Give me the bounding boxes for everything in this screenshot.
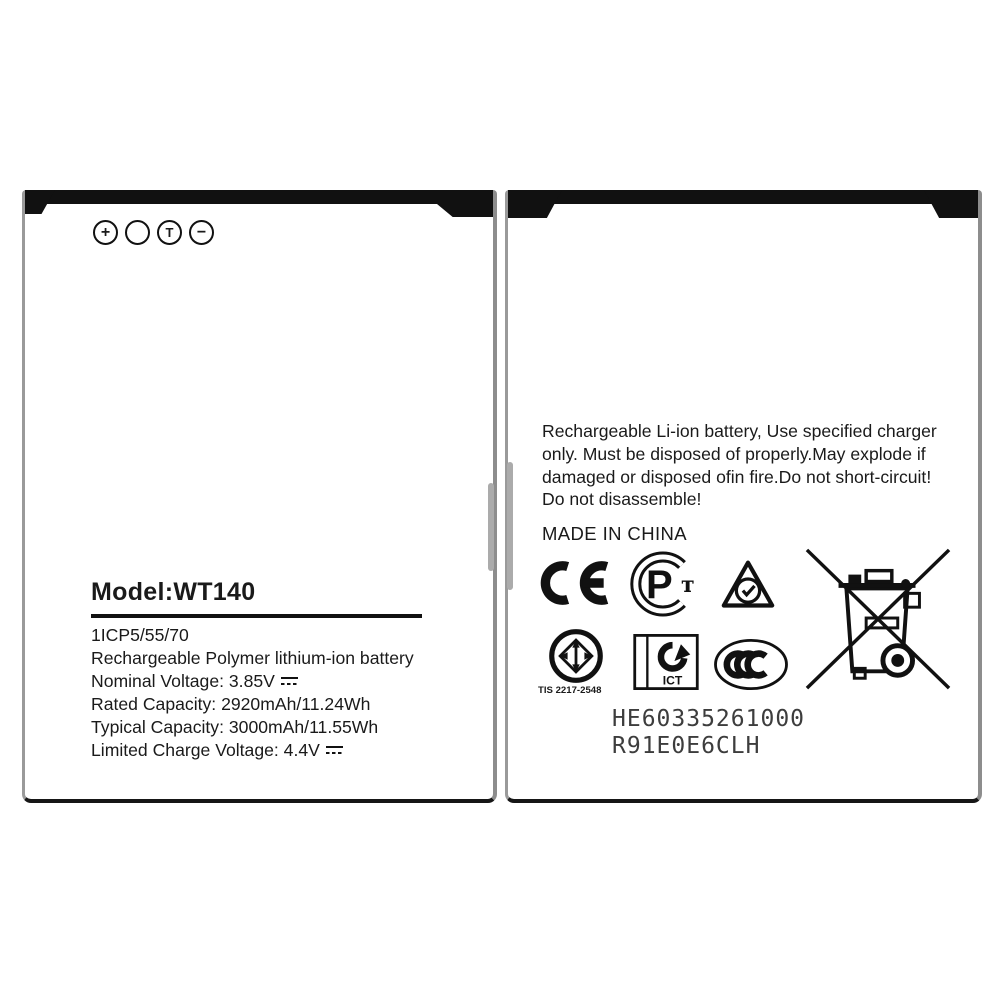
minus-terminal-icon: −: [189, 220, 214, 245]
weee-crossed-bin-icon: [803, 542, 953, 703]
battery-top-trim: [508, 190, 978, 204]
warning-line: damaged or disposed ofin fire.Do not short-circuit!: [542, 466, 932, 487]
terminal-symbols: [93, 220, 214, 245]
battery-top-corner-right: [924, 190, 978, 218]
model-underline: [91, 614, 422, 618]
dc-symbol-icon: [281, 676, 298, 687]
made-in-china-label: MADE IN CHINA: [542, 523, 687, 544]
warning-line: Do not disassemble!: [542, 489, 702, 510]
spec-cell-type: 1ICP5/55/70: [91, 625, 189, 645]
svg-text:P: P: [646, 563, 673, 607]
ict-mark-label: ICT: [662, 673, 683, 688]
ce-mark-icon: [538, 556, 624, 615]
spec-nominal-voltage: [91, 670, 414, 693]
spec-typical-capacity: Typical Capacity: 3000mAh/11.55Wh: [91, 717, 379, 737]
spec-limited-charge-voltage: [91, 739, 414, 762]
serial-line-2: R91E0E6CLH: [612, 733, 761, 759]
rcm-tick-mark-icon: [720, 558, 776, 617]
warning-text: [542, 420, 937, 511]
warning-line: Rechargeable Li-ion battery, Use specified charger: [542, 421, 937, 441]
warning-line: only. Must be disposed of properly.May explode if: [542, 443, 926, 464]
spec-battery-type: Rechargeable Polymer lithium-ion battery: [91, 648, 414, 668]
battery-top-corner-left: [508, 190, 562, 218]
battery-top-trim: [25, 190, 493, 204]
battery-front: [22, 190, 497, 803]
battery-side-latch: [507, 462, 513, 590]
spec-limited-charge-voltage-text: Limited Charge Voltage: 4.4V: [91, 740, 320, 760]
nbtc-ict-mark-icon: [633, 634, 699, 695]
model-label: Model:WT140: [91, 578, 256, 606]
serial-numbers: [612, 706, 805, 760]
ccc-mark-icon: [713, 638, 789, 696]
plus-terminal-icon: +: [93, 220, 118, 245]
dc-symbol-icon: [326, 745, 343, 756]
tis-mark-icon: [548, 628, 604, 689]
serial-line-1: HE60335261000: [612, 706, 806, 732]
battery-top-corner-right: [437, 190, 493, 217]
battery-side-latch: [488, 483, 494, 571]
spec-nominal-voltage-text: Nominal Voltage: 3.85V: [91, 671, 275, 691]
battery-back: [505, 190, 982, 803]
t-terminal-icon: T: [157, 220, 182, 245]
spec-rated-capacity: Rated Capacity: 2920mAh/11.24Wh: [91, 694, 371, 714]
spec-list: [91, 624, 414, 762]
tis-mark-label: TIS 2217-2548: [538, 685, 602, 696]
eac-pct-mark-icon: [626, 550, 704, 623]
blank-terminal-icon: [125, 220, 150, 245]
svg-text:т: т: [681, 572, 695, 598]
